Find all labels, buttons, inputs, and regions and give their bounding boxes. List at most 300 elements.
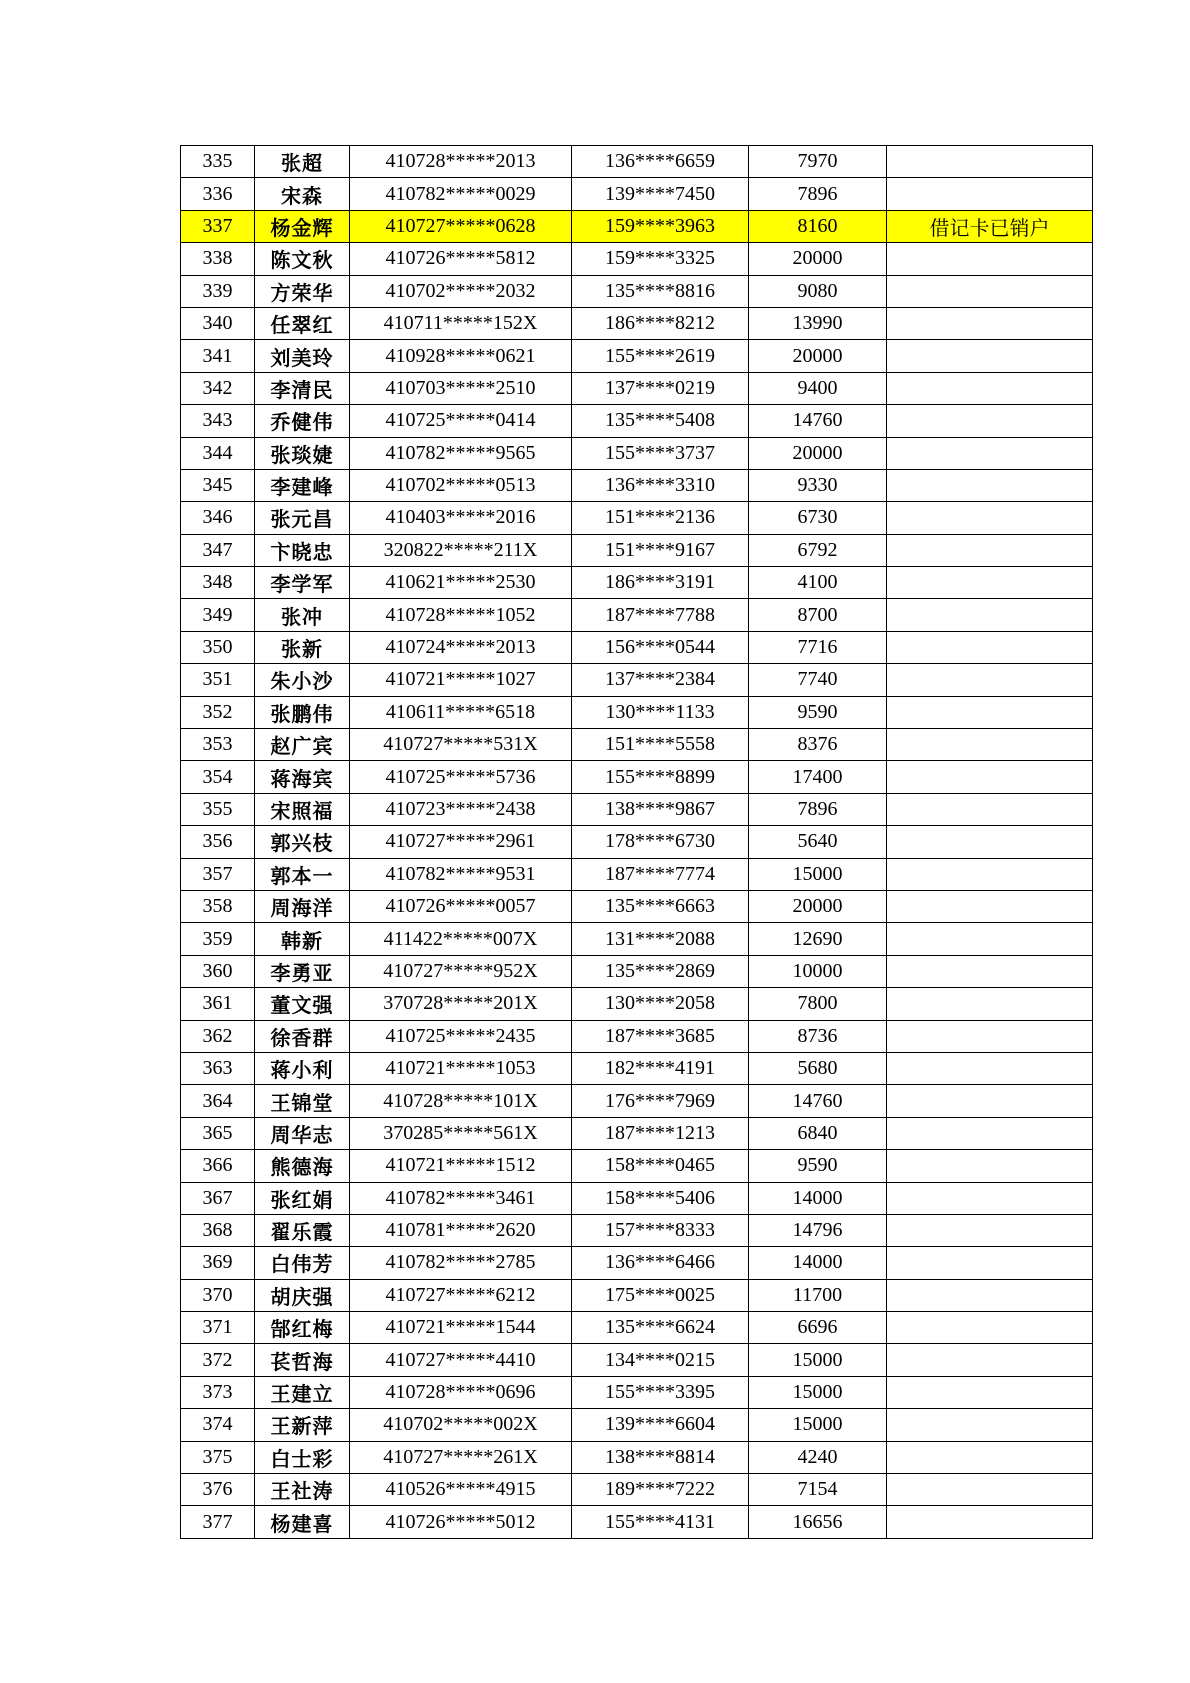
table-row [181, 340, 1093, 372]
amount-cell: 17400 [749, 761, 887, 793]
row-number: 348 [181, 567, 255, 599]
note-cell [887, 437, 1093, 469]
id-number-cell: 410621*****2530 [350, 567, 572, 599]
row-number: 362 [181, 1020, 255, 1052]
amount-cell: 9590 [749, 1150, 887, 1182]
phone-cell: 135****6624 [572, 1312, 749, 1344]
phone-cell: 137****0219 [572, 372, 749, 404]
name-cell: 杨建喜 [255, 1506, 350, 1538]
id-number-cell: 410727*****2961 [350, 826, 572, 858]
phone-cell: 176****7969 [572, 1085, 749, 1117]
phone-cell: 136****6466 [572, 1247, 749, 1279]
note-cell [887, 405, 1093, 437]
id-number-cell: 410728*****101X [350, 1085, 572, 1117]
row-number: 340 [181, 307, 255, 339]
id-number-cell: 410782*****2785 [350, 1247, 572, 1279]
phone-cell: 138****9867 [572, 793, 749, 825]
name-cell: 蒋小利 [255, 1052, 350, 1084]
phone-cell: 175****0025 [572, 1279, 749, 1311]
id-number-cell: 410928*****0621 [350, 340, 572, 372]
note-cell [887, 146, 1093, 178]
table-row [181, 243, 1093, 275]
table-row [181, 826, 1093, 858]
table-row [181, 1409, 1093, 1441]
table-row [181, 1020, 1093, 1052]
row-number: 373 [181, 1376, 255, 1408]
amount-cell: 9590 [749, 696, 887, 728]
table-row [181, 1474, 1093, 1506]
table-row [181, 923, 1093, 955]
name-cell: 郭兴枝 [255, 826, 350, 858]
id-number-cell: 410727*****6212 [350, 1279, 572, 1311]
id-number-cell: 410727*****952X [350, 955, 572, 987]
table-row [181, 1182, 1093, 1214]
amount-cell: 14000 [749, 1182, 887, 1214]
id-number-cell: 410781*****2620 [350, 1214, 572, 1246]
name-cell: 王锦堂 [255, 1085, 350, 1117]
id-number-cell: 411422*****007X [350, 923, 572, 955]
id-number-cell: 370728*****201X [350, 988, 572, 1020]
amount-cell: 14760 [749, 1085, 887, 1117]
amount-cell: 4240 [749, 1441, 887, 1473]
amount-cell: 9330 [749, 469, 887, 501]
table-row [181, 858, 1093, 890]
row-number: 359 [181, 923, 255, 955]
name-cell: 苌哲海 [255, 1344, 350, 1376]
note-cell [887, 567, 1093, 599]
row-number: 369 [181, 1247, 255, 1279]
id-number-cell: 410702*****0513 [350, 469, 572, 501]
note-cell [887, 307, 1093, 339]
name-cell: 郭本一 [255, 858, 350, 890]
id-number-cell: 410711*****152X [350, 307, 572, 339]
name-cell: 蒋海宾 [255, 761, 350, 793]
amount-cell: 7800 [749, 988, 887, 1020]
amount-cell: 20000 [749, 437, 887, 469]
phone-cell: 136****6659 [572, 146, 749, 178]
table-row [181, 502, 1093, 534]
note-cell [887, 1182, 1093, 1214]
name-cell: 王新萍 [255, 1409, 350, 1441]
table-row [181, 599, 1093, 631]
name-cell: 翟乐霞 [255, 1214, 350, 1246]
phone-cell: 136****3310 [572, 469, 749, 501]
amount-cell: 15000 [749, 858, 887, 890]
id-number-cell: 410721*****1512 [350, 1150, 572, 1182]
name-cell: 乔健伟 [255, 405, 350, 437]
note-cell [887, 761, 1093, 793]
table-row [181, 275, 1093, 307]
note-cell [887, 858, 1093, 890]
table-row [181, 631, 1093, 663]
row-number: 346 [181, 502, 255, 534]
note-cell [887, 955, 1093, 987]
id-number-cell: 410721*****1053 [350, 1052, 572, 1084]
phone-cell: 135****5408 [572, 405, 749, 437]
note-cell [887, 275, 1093, 307]
phone-cell: 155****3737 [572, 437, 749, 469]
id-number-cell: 410726*****0057 [350, 890, 572, 922]
name-cell: 周海洋 [255, 890, 350, 922]
table-row [181, 1052, 1093, 1084]
note-cell [887, 1344, 1093, 1376]
id-number-cell: 410726*****5812 [350, 243, 572, 275]
name-cell: 张新 [255, 631, 350, 663]
note-cell [887, 631, 1093, 663]
table-row [181, 890, 1093, 922]
note-cell [887, 372, 1093, 404]
amount-cell: 16656 [749, 1506, 887, 1538]
id-number-cell: 370285*****561X [350, 1117, 572, 1149]
amount-cell: 4100 [749, 567, 887, 599]
row-number: 374 [181, 1409, 255, 1441]
id-number-cell: 410782*****9565 [350, 437, 572, 469]
phone-cell: 131****2088 [572, 923, 749, 955]
id-number-cell: 410724*****2013 [350, 631, 572, 663]
note-cell [887, 826, 1093, 858]
table-row [181, 955, 1093, 987]
id-number-cell: 410703*****2510 [350, 372, 572, 404]
note-cell [887, 1474, 1093, 1506]
name-cell: 王社涛 [255, 1474, 350, 1506]
phone-cell: 138****8814 [572, 1441, 749, 1473]
note-cell [887, 1279, 1093, 1311]
name-cell: 张红娟 [255, 1182, 350, 1214]
note-cell [887, 793, 1093, 825]
id-number-cell: 410727*****531X [350, 729, 572, 761]
amount-cell: 15000 [749, 1376, 887, 1408]
name-cell: 张鹏伟 [255, 696, 350, 728]
amount-cell: 14760 [749, 405, 887, 437]
name-cell: 方荣华 [255, 275, 350, 307]
row-number: 366 [181, 1150, 255, 1182]
id-number-cell: 410725*****0414 [350, 405, 572, 437]
row-number: 357 [181, 858, 255, 890]
phone-cell: 187****7788 [572, 599, 749, 631]
amount-cell: 14000 [749, 1247, 887, 1279]
phone-cell: 159****3963 [572, 210, 749, 242]
phone-cell: 139****6604 [572, 1409, 749, 1441]
name-cell: 赵广宾 [255, 729, 350, 761]
row-number: 372 [181, 1344, 255, 1376]
name-cell: 白士彩 [255, 1441, 350, 1473]
name-cell: 卞晓忠 [255, 534, 350, 566]
table-row [181, 1376, 1093, 1408]
note-cell [887, 1117, 1093, 1149]
id-number-cell: 410727*****261X [350, 1441, 572, 1473]
amount-cell: 9400 [749, 372, 887, 404]
name-cell: 杨金辉 [255, 210, 350, 242]
phone-cell: 155****8899 [572, 761, 749, 793]
name-cell: 李学军 [255, 567, 350, 599]
row-number: 352 [181, 696, 255, 728]
id-number-cell: 410728*****0696 [350, 1376, 572, 1408]
amount-cell: 10000 [749, 955, 887, 987]
table-row [181, 1344, 1093, 1376]
phone-cell: 139****7450 [572, 178, 749, 210]
row-number: 371 [181, 1312, 255, 1344]
row-number: 360 [181, 955, 255, 987]
phone-cell: 155****2619 [572, 340, 749, 372]
amount-cell: 20000 [749, 243, 887, 275]
amount-cell: 6730 [749, 502, 887, 534]
amount-cell: 20000 [749, 890, 887, 922]
row-number: 356 [181, 826, 255, 858]
note-cell [887, 1052, 1093, 1084]
amount-cell: 8160 [749, 210, 887, 242]
note-cell [887, 1376, 1093, 1408]
id-number-cell: 410611*****6518 [350, 696, 572, 728]
id-number-cell: 410526*****4915 [350, 1474, 572, 1506]
table-row [181, 1312, 1093, 1344]
name-cell: 王建立 [255, 1376, 350, 1408]
note-cell [887, 890, 1093, 922]
amount-cell: 8700 [749, 599, 887, 631]
row-number: 339 [181, 275, 255, 307]
row-number: 368 [181, 1214, 255, 1246]
phone-cell: 151****2136 [572, 502, 749, 534]
phone-cell: 137****2384 [572, 664, 749, 696]
records-table [180, 145, 1093, 1539]
row-number: 351 [181, 664, 255, 696]
row-number: 367 [181, 1182, 255, 1214]
phone-cell: 186****8212 [572, 307, 749, 339]
name-cell: 白伟芳 [255, 1247, 350, 1279]
row-number: 354 [181, 761, 255, 793]
note-cell [887, 534, 1093, 566]
amount-cell: 13990 [749, 307, 887, 339]
row-number: 341 [181, 340, 255, 372]
phone-cell: 135****8816 [572, 275, 749, 307]
row-number: 347 [181, 534, 255, 566]
phone-cell: 151****5558 [572, 729, 749, 761]
name-cell: 张元昌 [255, 502, 350, 534]
amount-cell: 14796 [749, 1214, 887, 1246]
note-cell: 借记卡已销户 [887, 210, 1093, 242]
name-cell: 张琰婕 [255, 437, 350, 469]
id-number-cell: 410721*****1544 [350, 1312, 572, 1344]
row-number: 377 [181, 1506, 255, 1538]
phone-cell: 151****9167 [572, 534, 749, 566]
phone-cell: 130****1133 [572, 696, 749, 728]
row-number: 361 [181, 988, 255, 1020]
phone-cell: 157****8333 [572, 1214, 749, 1246]
note-cell [887, 178, 1093, 210]
amount-cell: 15000 [749, 1409, 887, 1441]
row-number: 345 [181, 469, 255, 501]
amount-cell: 7716 [749, 631, 887, 663]
table-row [181, 437, 1093, 469]
table-row [181, 696, 1093, 728]
note-cell [887, 1409, 1093, 1441]
phone-cell: 135****6663 [572, 890, 749, 922]
table-row [181, 761, 1093, 793]
phone-cell: 130****2058 [572, 988, 749, 1020]
name-cell: 徐香群 [255, 1020, 350, 1052]
note-cell [887, 1214, 1093, 1246]
phone-cell: 187****3685 [572, 1020, 749, 1052]
note-cell [887, 729, 1093, 761]
id-number-cell: 410782*****9531 [350, 858, 572, 890]
table-body [181, 146, 1093, 1539]
id-number-cell: 410721*****1027 [350, 664, 572, 696]
phone-cell: 159****3325 [572, 243, 749, 275]
note-cell [887, 340, 1093, 372]
id-number-cell: 410727*****0628 [350, 210, 572, 242]
table-row [181, 1117, 1093, 1149]
name-cell: 李建峰 [255, 469, 350, 501]
phone-cell: 158****0465 [572, 1150, 749, 1182]
table-row [181, 988, 1093, 1020]
name-cell: 胡庆强 [255, 1279, 350, 1311]
id-number-cell: 410726*****5012 [350, 1506, 572, 1538]
row-number: 364 [181, 1085, 255, 1117]
amount-cell: 6696 [749, 1312, 887, 1344]
amount-cell: 7970 [749, 146, 887, 178]
table-row [181, 1247, 1093, 1279]
phone-cell: 187****7774 [572, 858, 749, 890]
row-number: 375 [181, 1441, 255, 1473]
name-cell: 李清民 [255, 372, 350, 404]
phone-cell: 187****1213 [572, 1117, 749, 1149]
amount-cell: 7896 [749, 178, 887, 210]
row-number: 363 [181, 1052, 255, 1084]
table-row [181, 372, 1093, 404]
row-number: 365 [181, 1117, 255, 1149]
row-number: 358 [181, 890, 255, 922]
row-number: 338 [181, 243, 255, 275]
phone-cell: 134****0215 [572, 1344, 749, 1376]
amount-cell: 12690 [749, 923, 887, 955]
phone-cell: 135****2869 [572, 955, 749, 987]
table-row [181, 1506, 1093, 1538]
name-cell: 李勇亚 [255, 955, 350, 987]
table-row [181, 146, 1093, 178]
table-row [181, 567, 1093, 599]
id-number-cell: 410782*****3461 [350, 1182, 572, 1214]
amount-cell: 7740 [749, 664, 887, 696]
note-cell [887, 1312, 1093, 1344]
id-number-cell: 410702*****2032 [350, 275, 572, 307]
note-cell [887, 1150, 1093, 1182]
note-cell [887, 469, 1093, 501]
amount-cell: 9080 [749, 275, 887, 307]
name-cell: 刘美玲 [255, 340, 350, 372]
amount-cell: 11700 [749, 1279, 887, 1311]
amount-cell: 7154 [749, 1474, 887, 1506]
name-cell: 任翠红 [255, 307, 350, 339]
phone-cell: 178****6730 [572, 826, 749, 858]
phone-cell: 155****4131 [572, 1506, 749, 1538]
name-cell: 郜红梅 [255, 1312, 350, 1344]
table-row [181, 729, 1093, 761]
id-number-cell: 410725*****2435 [350, 1020, 572, 1052]
id-number-cell: 410782*****0029 [350, 178, 572, 210]
id-number-cell: 320822*****211X [350, 534, 572, 566]
note-cell [887, 1247, 1093, 1279]
note-cell [887, 923, 1093, 955]
note-cell [887, 1506, 1093, 1538]
name-cell: 朱小沙 [255, 664, 350, 696]
id-number-cell: 410728*****2013 [350, 146, 572, 178]
name-cell: 韩新 [255, 923, 350, 955]
id-number-cell: 410727*****4410 [350, 1344, 572, 1376]
table-row [181, 1150, 1093, 1182]
table-row [181, 793, 1093, 825]
phone-cell: 156****0544 [572, 631, 749, 663]
row-number: 353 [181, 729, 255, 761]
id-number-cell: 410403*****2016 [350, 502, 572, 534]
row-number: 349 [181, 599, 255, 631]
phone-cell: 182****4191 [572, 1052, 749, 1084]
name-cell: 张冲 [255, 599, 350, 631]
amount-cell: 6840 [749, 1117, 887, 1149]
amount-cell: 8376 [749, 729, 887, 761]
row-number: 344 [181, 437, 255, 469]
table-row [181, 405, 1093, 437]
id-number-cell: 410728*****1052 [350, 599, 572, 631]
note-cell [887, 696, 1093, 728]
row-number: 376 [181, 1474, 255, 1506]
id-number-cell: 410702*****002X [350, 1409, 572, 1441]
row-number: 370 [181, 1279, 255, 1311]
name-cell: 宋森 [255, 178, 350, 210]
name-cell: 周华志 [255, 1117, 350, 1149]
note-cell [887, 988, 1093, 1020]
table-row [181, 1441, 1093, 1473]
table-row [181, 469, 1093, 501]
amount-cell: 5680 [749, 1052, 887, 1084]
row-number: 350 [181, 631, 255, 663]
row-number: 336 [181, 178, 255, 210]
table-row [181, 1085, 1093, 1117]
table-row [181, 1279, 1093, 1311]
row-number: 355 [181, 793, 255, 825]
phone-cell: 155****3395 [572, 1376, 749, 1408]
table-row [181, 664, 1093, 696]
amount-cell: 20000 [749, 340, 887, 372]
row-number: 343 [181, 405, 255, 437]
id-number-cell: 410723*****2438 [350, 793, 572, 825]
table-row [181, 1214, 1093, 1246]
note-cell [887, 599, 1093, 631]
phone-cell: 186****3191 [572, 567, 749, 599]
amount-cell: 15000 [749, 1344, 887, 1376]
name-cell: 董文强 [255, 988, 350, 1020]
name-cell: 宋照福 [255, 793, 350, 825]
document-page [180, 145, 1090, 1539]
table-row [181, 210, 1093, 242]
name-cell: 张超 [255, 146, 350, 178]
table-row [181, 178, 1093, 210]
note-cell [887, 1441, 1093, 1473]
name-cell: 熊德海 [255, 1150, 350, 1182]
row-number: 342 [181, 372, 255, 404]
note-cell [887, 1085, 1093, 1117]
note-cell [887, 243, 1093, 275]
table-row [181, 307, 1093, 339]
note-cell [887, 1020, 1093, 1052]
row-number: 337 [181, 210, 255, 242]
phone-cell: 158****5406 [572, 1182, 749, 1214]
amount-cell: 7896 [749, 793, 887, 825]
phone-cell: 189****7222 [572, 1474, 749, 1506]
row-number: 335 [181, 146, 255, 178]
amount-cell: 5640 [749, 826, 887, 858]
amount-cell: 8736 [749, 1020, 887, 1052]
id-number-cell: 410725*****5736 [350, 761, 572, 793]
amount-cell: 6792 [749, 534, 887, 566]
